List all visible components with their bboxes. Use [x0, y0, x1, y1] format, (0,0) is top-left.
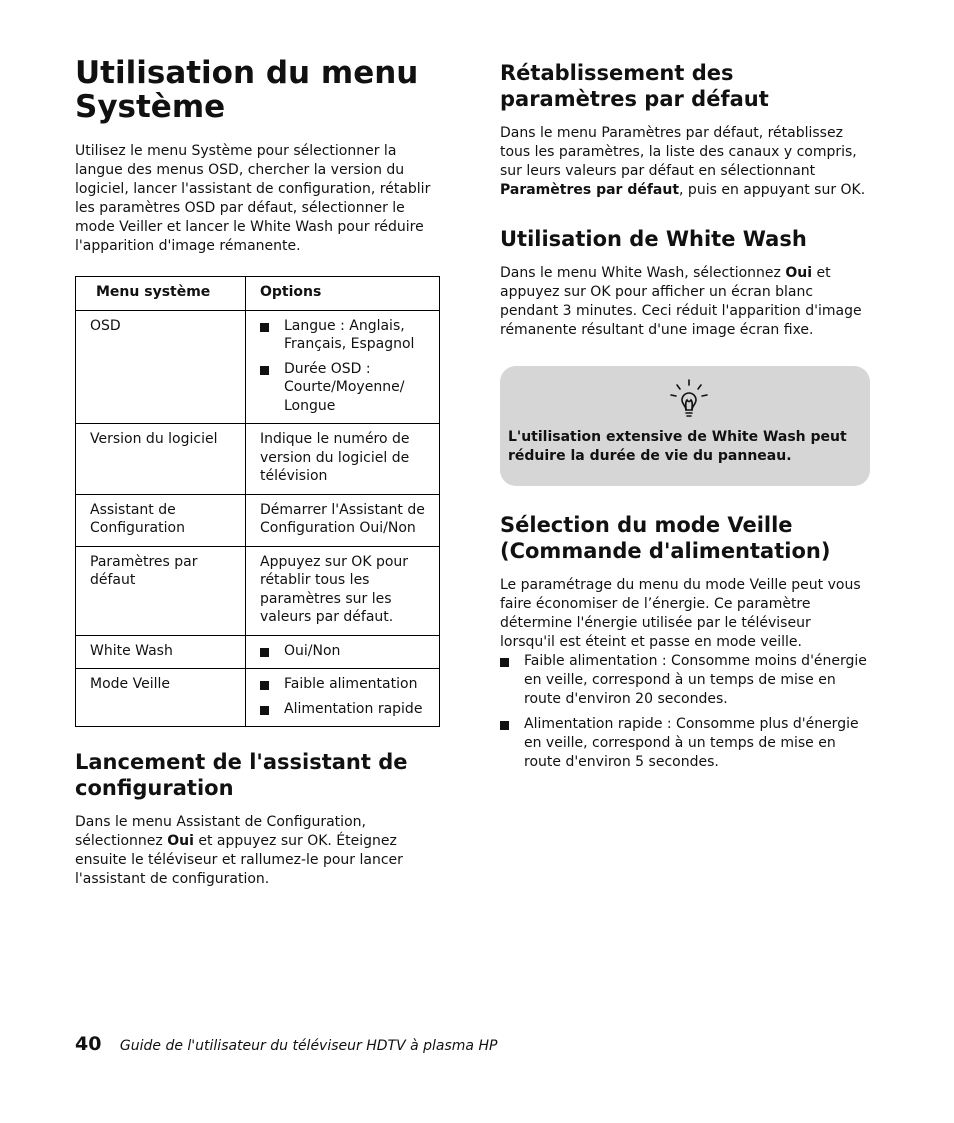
table-cell-menu: White Wash [76, 635, 246, 669]
table-cell-menu: Version du logiciel [76, 424, 246, 495]
footer-title: Guide de l'utilisateur du téléviseur HDTV à plasma HP [119, 1038, 498, 1054]
table-cell-options: Indique le numéro de version du logiciel de télévision [246, 424, 440, 495]
bold-text: Oui [167, 833, 194, 849]
list-item [260, 360, 425, 416]
table-row [76, 424, 440, 495]
text-run: , puis en appuyant sur OK. [679, 182, 866, 198]
text-run: et appuyez sur OK pour afficher un écran blanc pendant 3 minutes. Ceci réduit l'apparition d'image rémanente résultant d'une image écran fixe. [500, 265, 862, 338]
assistant-heading: Lancement de l'assistant de configuration [75, 750, 408, 800]
table-cell-options: Appuyez sur OK pour rétablir tous les paramètres sur les valeurs par défaut. [246, 546, 440, 635]
page-footer [75, 1033, 497, 1055]
table-header-row [76, 277, 440, 311]
page-number: 40 [75, 1033, 102, 1055]
list-item-text: Faible alimentation [284, 676, 418, 692]
square-bullet-icon [260, 648, 269, 657]
table-row [76, 494, 440, 546]
table-header-options: Options [246, 277, 440, 311]
list-item-text: Alimentation rapide : Consomme plus d'énergie en veille, correspond à un temps de mise en route d'environ 5 secondes. [524, 716, 859, 770]
intro-paragraph: Utilisez le menu Système pour sélectionner la langue des menus OSD, chercher la version du logiciel, lancer l'assistant de configuration, rétablir les paramètres OSD par défaut, sélectionner le mode Veiller et lancer le White Wash pour réduire l'apparition d'image rémanente. [75, 143, 431, 254]
whitewash-section [500, 226, 870, 340]
page-title: Utilisation du menu Système [75, 55, 419, 125]
table-row [76, 635, 440, 669]
table-row [76, 546, 440, 635]
table-cell-options: Démarrer l'Assistant de Configuration Oui/Non [246, 494, 440, 546]
text-run: Dans le menu Assistant de Configuration, sélectionnez [75, 814, 366, 849]
assistant-section [75, 749, 441, 889]
veille-paragraph: Le paramétrage du menu du mode Veille peut vous faire économiser de l’énergie. Ce paramètre détermine l'énergie utilisée par le téléviseur lorsqu'il est éteint et passe en mode veille. [500, 577, 861, 650]
square-bullet-icon [500, 721, 509, 730]
square-bullet-icon [500, 658, 509, 667]
system-menu-table [75, 276, 440, 727]
list-item [500, 715, 870, 772]
table-header-menu: Menu système [76, 277, 246, 311]
list-item-text: Alimentation rapide [284, 700, 423, 717]
list-item-text: Faible alimentation : Consomme moins d'énergie en veille, correspond à un temps de mise en route d'environ 20 secondes. [524, 653, 867, 707]
whitewash-heading: Utilisation de White Wash [500, 227, 807, 251]
list-item [260, 675, 425, 694]
table-cell-menu: OSD [76, 310, 246, 424]
bold-text: Oui [785, 265, 813, 281]
note-box [500, 366, 870, 486]
table-cell-options [246, 310, 440, 424]
list-item-text: Oui/Non [284, 642, 341, 659]
defaults-paragraph [500, 124, 870, 200]
defaults-section [500, 60, 870, 200]
text-run: Dans le menu White Wash, sélectionnez [500, 265, 786, 281]
square-bullet-icon [260, 706, 269, 715]
list-item-text: Durée OSD : Courte/Moyenne/ Longue [284, 360, 405, 414]
assistant-paragraph [75, 813, 441, 889]
table-row [76, 310, 440, 424]
list-item-text: Langue : Anglais, Français, Espagnol [284, 317, 415, 352]
list-item [260, 642, 425, 661]
text-run: Dans le menu Paramètres par défaut, rétablissez tous les paramètres, la liste des canaux y compris, sur leurs valeurs par défaut en sélectionnant [500, 125, 857, 179]
list-item [500, 652, 870, 709]
table-row [76, 669, 440, 727]
defaults-heading: Rétablissement des paramètres par défaut [500, 61, 769, 111]
options-list [260, 675, 425, 718]
veille-section [500, 512, 870, 772]
table-cell-menu: Paramètres par défaut [76, 546, 246, 635]
veille-heading: Sélection du mode Veille (Commande d'alimentation) [500, 513, 831, 563]
table-cell-menu: Assistant de Configuration [76, 494, 246, 546]
square-bullet-icon [260, 366, 269, 375]
lightbulb-icon [666, 378, 712, 422]
veille-list [500, 652, 870, 772]
table-cell-options [246, 669, 440, 727]
note-text: L'utilisation extensive de White Wash peut réduire la durée de vie du panneau. [508, 429, 847, 464]
list-item [260, 700, 425, 719]
left-column [75, 56, 441, 889]
list-item [260, 317, 425, 354]
right-column [500, 60, 870, 772]
options-list [260, 317, 425, 416]
whitewash-paragraph [500, 264, 870, 340]
square-bullet-icon [260, 323, 269, 332]
options-list [260, 642, 425, 661]
table-cell-menu: Mode Veille [76, 669, 246, 727]
text-run: et appuyez sur OK. Éteignez ensuite le téléviseur et rallumez-le pour lancer l'assistant de configuration. [75, 833, 403, 887]
table-cell-options [246, 635, 440, 669]
bold-text: Paramètres par défaut [500, 182, 680, 198]
square-bullet-icon [260, 681, 269, 690]
